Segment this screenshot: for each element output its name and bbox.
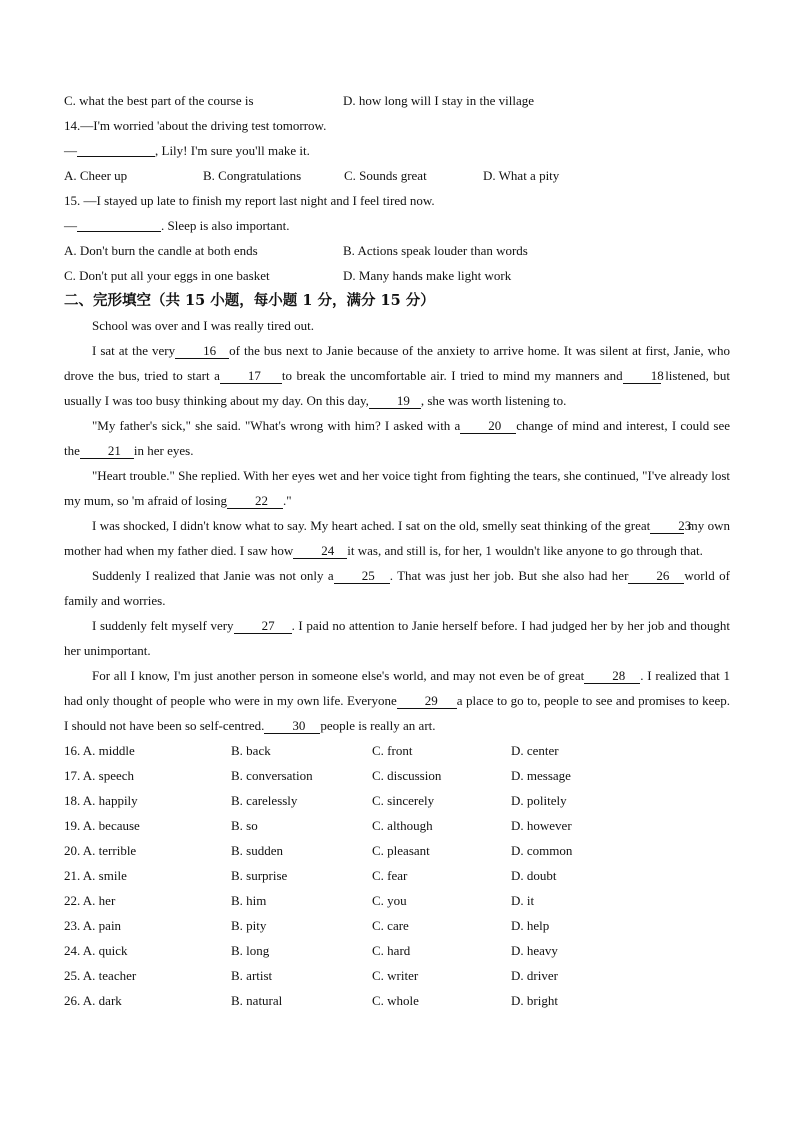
- answer-row-25: 25. A. teacher B. artist C. writer D. driver: [64, 968, 558, 983]
- passage-paragraph-7: I suddenly felt myself very 27 . I paid no attention to Janie herself before. I had judged her by her job and thought her unimportant.: [64, 618, 730, 658]
- blank-21: 21: [80, 443, 134, 459]
- q15-options-ab: [64, 238, 730, 263]
- q15-reply: — . Sleep is also important.: [64, 218, 290, 233]
- option-c: C. Don't put all your eggs in one basket: [64, 268, 270, 283]
- blank-30: 30: [264, 718, 320, 734]
- blank-19: 19: [369, 393, 421, 409]
- passage-paragraph-1: School was over and I was really tired out.: [92, 318, 315, 333]
- answer-blank: [77, 141, 155, 157]
- blank-27: 27: [234, 618, 292, 634]
- option-c: C. what the best part of the course is: [64, 93, 254, 108]
- option-d: D. What a pity: [483, 168, 560, 183]
- answer-row-21: 21. A. smile B. surprise C. fear D. doubt: [64, 868, 557, 883]
- exam-page: [64, 88, 730, 1013]
- blank-16: 16: [175, 343, 229, 359]
- option-c: C. Sounds great: [344, 168, 427, 183]
- option-a: A. Cheer up: [64, 168, 128, 183]
- answer-blank: [77, 216, 161, 232]
- q14-reply: — , Lily! I'm sure you'll make it.: [64, 143, 310, 158]
- blank-25: 25: [334, 568, 390, 584]
- blank-23: 23: [650, 518, 684, 534]
- option-b: B. Congratulations: [203, 168, 302, 183]
- answer-row-22: 22. A. her B. him C. you D. it: [64, 893, 535, 908]
- answer-row-23: 23. A. pain B. pity C. care D. help: [64, 918, 550, 933]
- q14-options: [64, 163, 730, 188]
- option-d: D. Many hands make light work: [343, 268, 512, 283]
- q14-stem: 14.—I'm worried 'about the driving test tomorrow.: [64, 118, 327, 133]
- answer-row-16: 16. A. middle B. back C. front D. center: [64, 743, 559, 758]
- section-heading: 二、完形填空（共 15 小题，每小题 1 分，满分 15 分）: [64, 292, 435, 309]
- passage-paragraph-6: Suddenly I realized that Janie was not only a 25 . That was just her job. But she also had her 26 world of family and worries.: [64, 568, 730, 608]
- blank-22: 22: [227, 493, 283, 509]
- answer-row-19: 19. A. because B. so C. although D. however: [64, 818, 572, 833]
- q13-options-cd: [64, 88, 730, 113]
- answer-row-17: 17. A. speech B. conversation C. discussion D. message: [64, 768, 571, 783]
- answer-row-20: 20. A. terrible B. sudden C. pleasant D. common: [64, 843, 573, 858]
- q15-options-cd: [64, 263, 730, 288]
- blank-28: 28: [584, 668, 640, 684]
- blank-29: 29: [397, 693, 457, 709]
- passage-paragraph-2: I sat at the very 16 of the bus next to Janie because of the anxiety to arrive home. It was silent at first, Janie, who drove the bus, tried to start a 17 to break the uncomfortable air. I tried to mind my manners and 18 listened, but usually I was too busy thinking about my day. On this day, 19 , she was worth listening to.: [64, 343, 731, 408]
- answer-options: [64, 738, 730, 1013]
- answer-row-18: 18. A. happily B. carelessly C. sincerely D. politely: [64, 793, 567, 808]
- passage-paragraph-8: For all I know, I'm just another person in someone else's world, and may not even be of great 28 . I realized that 1 had only thought of people who were in my own life. Everyone 29 a place to go to, people to see and promises to keep. I should not have been so self-centred. 30 people is really an art.: [64, 668, 730, 733]
- answer-row-26: 26. A. dark B. natural C. whole D. bright: [64, 993, 558, 1008]
- passage-paragraph-4: "Heart trouble." She replied. With her eyes wet and her voice tight from fighting the tears, she continued, "I've already lost my mum, so 'm afraid of losing 22 .": [64, 468, 730, 508]
- blank-17: 17: [220, 368, 282, 384]
- blank-20: 20: [460, 418, 516, 434]
- passage-paragraph-5: I was shocked, I didn't know what to say. My heart ached. I sat on the old, smelly seat thinking of the great 23 my own mother had when my father died. I saw how 24 it was, and still is, for her, 1 wouldn't like anyone to go through that.: [64, 518, 731, 558]
- passage-paragraph-3: "My father's sick," she said. "What's wrong with him? I asked with a 20 change of mind and interest, I could see the 21 in her eyes.: [64, 418, 730, 458]
- option-d: D. how long will I stay in the village: [343, 93, 535, 108]
- option-b: B. Actions speak louder than words: [343, 243, 528, 258]
- option-a: A. Don't burn the candle at both ends: [64, 243, 258, 258]
- q15-stem: 15. —I stayed up late to finish my report last night and I feel tired now.: [64, 193, 435, 208]
- blank-24: 24: [293, 543, 347, 559]
- blank-26: 26: [628, 568, 684, 584]
- answer-row-24: 24. A. quick B. long C. hard D. heavy: [64, 943, 558, 958]
- blank-18: 18: [623, 368, 661, 384]
